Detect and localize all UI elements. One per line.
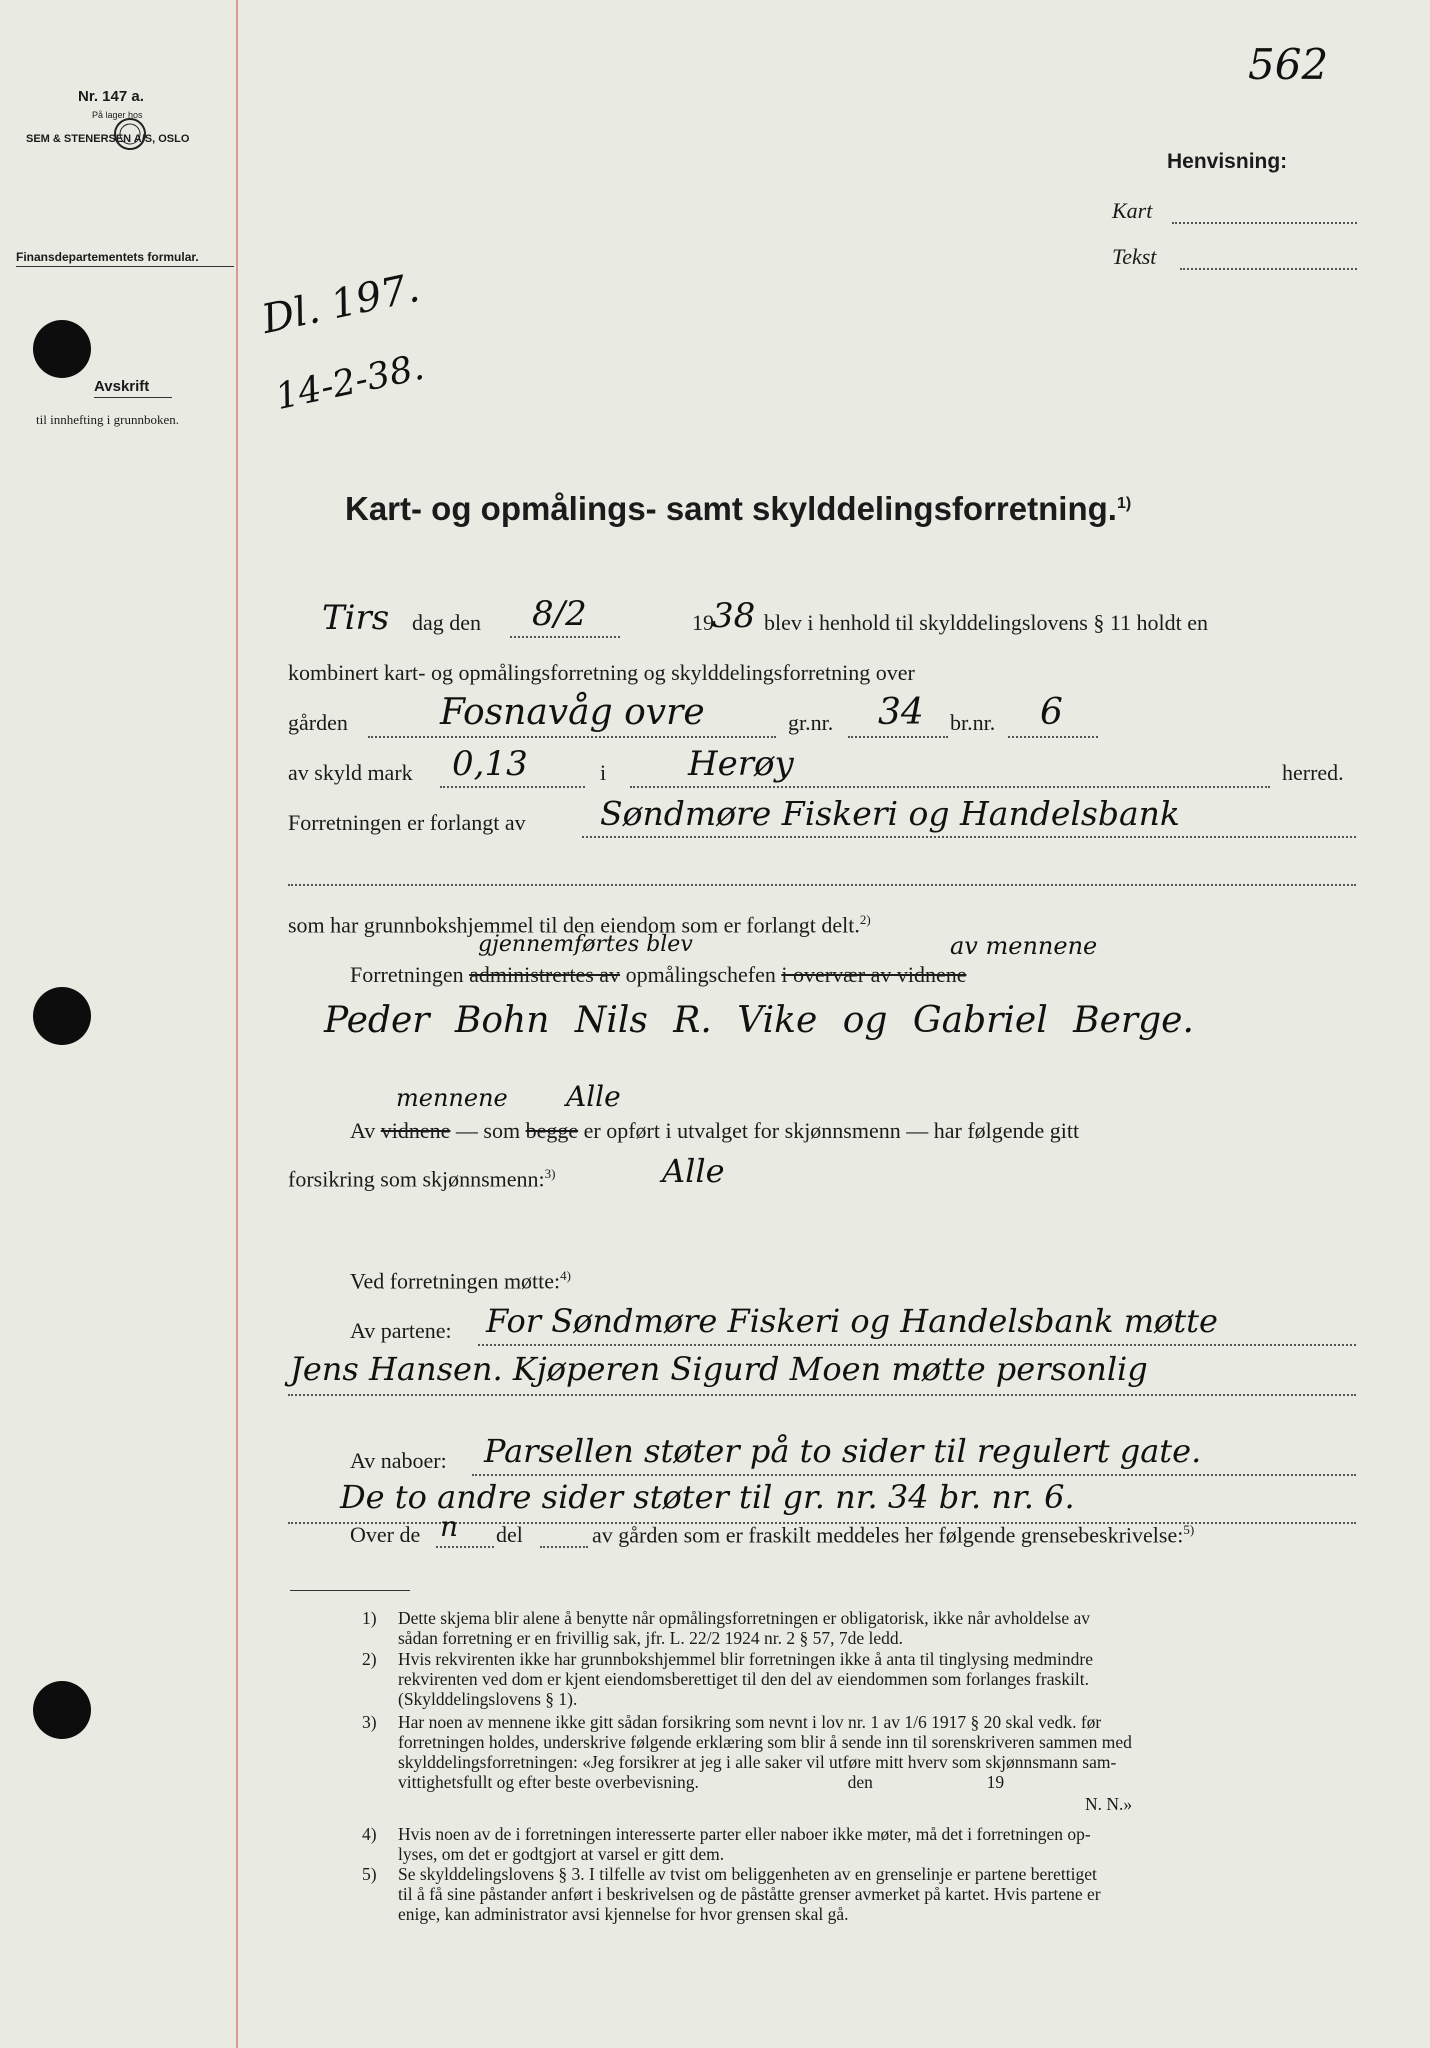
all-insert-handwritten: Alle — [566, 1080, 621, 1113]
punch-hole-top — [33, 320, 91, 378]
grnr-handwritten: 34 — [878, 692, 924, 733]
brnr-label: br.nr. — [950, 710, 996, 735]
boundary-word-2: del — [496, 1522, 523, 1547]
footnote-2-line-3: (Skylddelingslovens § 1). — [398, 1689, 578, 1709]
footnote-3-line-2: forretningen holdes, underskrive følgende erklæring som blir å sende inn til sorenskriveren sammen med — [398, 1732, 1132, 1752]
tekst-label: Tekst — [1112, 244, 1157, 269]
assurance-label: forsikring som skjønnsmenn: — [288, 1166, 545, 1192]
footnote-1-line-2: sådan forretning er en frivillig sak, jfr. L. 22/2 1924 nr. 2 § 57, 7de ledd. — [398, 1628, 903, 1648]
witnesses-handwritten: Peder Bohn Nils R. Vike og Gabriel Berge. — [324, 1000, 1194, 1041]
ministry-form-label: Finansdepartementets formular. — [16, 250, 199, 264]
publisher-seal-icon — [112, 116, 148, 152]
boundary-word-3: av gården som er fraskilt meddeles her følgende grensebeskrivelse: — [592, 1522, 1184, 1548]
year-prefix: 19 — [692, 610, 714, 635]
neighbours-line — [472, 1474, 1356, 1476]
footnote-4-number: 4) — [362, 1824, 377, 1844]
assessors-word-3: — som — [455, 1118, 521, 1143]
footnote-1-number: 1) — [362, 1608, 377, 1628]
boundary-line-2 — [540, 1546, 588, 1548]
neighbours-handwritten-1: Parsellen støter på to sider til regulert gate. — [484, 1432, 1202, 1470]
footnote-1 — [362, 1608, 1362, 1652]
administration-word-3: opmålingschefen — [625, 962, 776, 987]
reference-title: Henvisning: — [1167, 150, 1288, 173]
footnote-1-line-1: Dette skjema blir alene å benytte når opmålingsforretningen er obligatorisk, ikke når avholdelse av — [398, 1608, 1090, 1628]
brnr-handwritten: 6 — [1040, 692, 1063, 733]
assessors-word-1: Av — [350, 1118, 376, 1143]
attendance-footnote-ref: 4) — [560, 1268, 572, 1283]
footnote-3-line-4: vittighetsfullt og efter beste overbevisning. den 19 — [398, 1772, 1005, 1792]
farm-name-handwritten: Fosnavåg ovre — [440, 692, 705, 733]
neighbours-label: Av naboer: — [350, 1448, 447, 1473]
form-number: Nr. 147 a. — [78, 88, 144, 105]
municipality-handwritten: Herøy — [688, 744, 794, 784]
boundary-footnote-ref: 5) — [1183, 1522, 1195, 1537]
line1-rest: blev i henhold til skylddelingslovens § 11 holdt en — [764, 610, 1209, 635]
administration-struck-1: administrertes av — [469, 962, 621, 987]
ministry-underline — [16, 266, 234, 267]
document-title — [345, 490, 1131, 528]
attendance-line — [350, 1268, 571, 1294]
garden-line — [368, 736, 776, 738]
footnote-5-line-2: til å få sine påstander anført i beskrivelsen og de påståtte grenser avmerket på kartet. Hvis partene er — [398, 1884, 1101, 1904]
footnote-4-line-2: lyses, om det er godtgjort at varsel er gitt dem. — [398, 1844, 725, 1864]
line2-text: kombinert kart- og opmålingsforretning og skylddelingsforretning over — [288, 660, 915, 685]
publisher-line-2: SEM & STENERSEN A/S, OSLO — [26, 133, 190, 145]
registration-date-handwritten: 14-2-38. — [272, 346, 428, 419]
requested-by-label: Forretningen er forlangt av — [288, 810, 526, 835]
footnote-5-line-1: Se skylddelingslovens § 3. I tilfelle av tvist om beliggenheten av en grenselinje er partene berettiget — [398, 1864, 1097, 1884]
assessors-word-5: er opført i utvalget for skjønnsmenn — har følgende gitt — [583, 1118, 1080, 1143]
assessors-struck-1: vidnene — [380, 1118, 451, 1143]
by-men-insert-handwritten: av mennene — [950, 932, 1098, 960]
footnote-5-line-3: enige, kan administrator avsi kjennelse for hvor grensen skal gå. — [398, 1904, 849, 1924]
document-title-footnote-ref: 1) — [1116, 495, 1132, 512]
footnote-3 — [362, 1712, 1362, 1796]
footnote-signature — [1085, 1794, 1132, 1814]
boundary-text — [592, 1522, 1194, 1548]
garden-label: gården — [288, 710, 348, 735]
footnote-5 — [362, 1864, 1362, 1928]
parties-handwritten-2: Jens Hansen. Kjøperen Sigurd Moen møtte personlig — [290, 1350, 1148, 1388]
neighbours-handwritten-2: De to andre sider støter til gr. nr. 34 br. nr. 6. — [340, 1478, 1075, 1516]
attendance-label: Ved forretningen møtte: — [350, 1268, 561, 1294]
footnote-2-number: 2) — [362, 1649, 377, 1669]
punch-hole-middle — [33, 987, 91, 1045]
requested-by-handwritten: Søndmøre Fiskeri og Handelsbank — [600, 794, 1180, 833]
title-holder-footnote-ref: 2) — [859, 912, 871, 927]
dag-den-label: dag den — [412, 610, 482, 635]
i-label: i — [600, 760, 607, 785]
boundary-line-1 — [436, 1546, 494, 1548]
parties-handwritten-1: For Søndmøre Fiskeri og Handelsbank møtte — [486, 1302, 1218, 1340]
assurance-handwritten: Alle — [662, 1152, 725, 1190]
requested-by-line-2 — [288, 884, 1356, 886]
date-handwritten: 8/2 — [532, 594, 587, 634]
grnr-line — [848, 736, 948, 738]
copy-note-subtitle: til innhefting i grunnboken. — [36, 412, 179, 427]
administration-line — [350, 962, 966, 988]
herred-label: herred. — [1282, 760, 1344, 785]
brnr-line — [1008, 736, 1098, 738]
footnote-4-line-1: Hvis noen av de i forretningen interesserte parter eller naboer ikke møter, må det i forretningen op- — [398, 1824, 1091, 1844]
footnote-3-line-3: skylddelingsforretningen: «Jeg forsikrer at jeg i alle saker vil utføre mitt hverv som skjønnsmann sam- — [398, 1752, 1117, 1772]
requested-by-line — [582, 836, 1356, 838]
assurance-footnote-ref: 3) — [544, 1166, 556, 1181]
copy-note-title: Avskrift — [94, 378, 150, 395]
skyld-label: av skyld mark — [288, 760, 413, 785]
footnote-3-number: 3) — [362, 1712, 377, 1732]
administration-struck-2: i overvær av vidnene — [781, 962, 967, 987]
registration-number-handwritten: Dl. 197. — [258, 264, 424, 343]
assessors-struck-2: begge — [525, 1118, 579, 1143]
footnote-3-line-1: Har noen av mennene ikke gitt sådan forsikring som nevnt i lov nr. 1 av 1/6 1917 § 20 skal vedk. før — [398, 1712, 1102, 1732]
punch-hole-bottom — [33, 1681, 91, 1739]
footnote-2-line-1: Hvis rekvirenten ikke har grunnbokshjemmel blir forretningen ikke å anta til tinglysing medmindre — [398, 1649, 1093, 1669]
footnote-2 — [362, 1649, 1362, 1713]
boundary-handwritten: n — [440, 1510, 459, 1543]
date-line — [510, 636, 620, 638]
footnote-signature-text: N. N.» — [1085, 1794, 1133, 1814]
footnote-4 — [362, 1824, 1362, 1868]
footnote-5-number: 5) — [362, 1864, 377, 1884]
page-number: 562 — [1248, 40, 1329, 89]
kart-label: Kart — [1112, 198, 1153, 223]
administered-insert-handwritten: gjennemførtes blev — [478, 932, 693, 957]
footnote-divider — [290, 1590, 410, 1591]
publisher-line-1: På lager hos — [92, 110, 143, 120]
tekst-line — [1180, 268, 1357, 270]
parties-label: Av partene: — [350, 1318, 452, 1343]
parties-line — [478, 1344, 1356, 1346]
footnote-2-line-2: rekvirenten ved dom er kjent eiendomsberettiget til den del av eiendommen som forlanges fraskilt. — [398, 1669, 1090, 1689]
administration-word-1: Forretningen — [350, 962, 464, 987]
herred-line — [630, 786, 1270, 788]
grnr-label: gr.nr. — [788, 710, 834, 735]
boundary-word-1: Over de — [350, 1522, 421, 1547]
document-title-text: Kart- og opmålings- samt skylddelingsforretning. — [345, 490, 1117, 527]
weekday-handwritten: Tirs — [322, 598, 390, 638]
copy-note-title-underline — [94, 397, 172, 398]
assessors-line — [350, 1118, 1079, 1144]
kart-line — [1172, 222, 1357, 224]
title-holder-text-body: som har grunnbokshjemmel til den eiendom som er forlangt delt. — [288, 912, 860, 938]
year-handwritten: 38 — [712, 596, 756, 636]
skyld-handwritten: 0,13 — [452, 744, 528, 784]
skyld-line — [440, 786, 585, 788]
parties-line-2 — [288, 1394, 1356, 1396]
assurance-line — [288, 1166, 556, 1192]
margin-rule — [236, 0, 238, 2048]
men-insert-handwritten: mennene — [396, 1084, 508, 1112]
